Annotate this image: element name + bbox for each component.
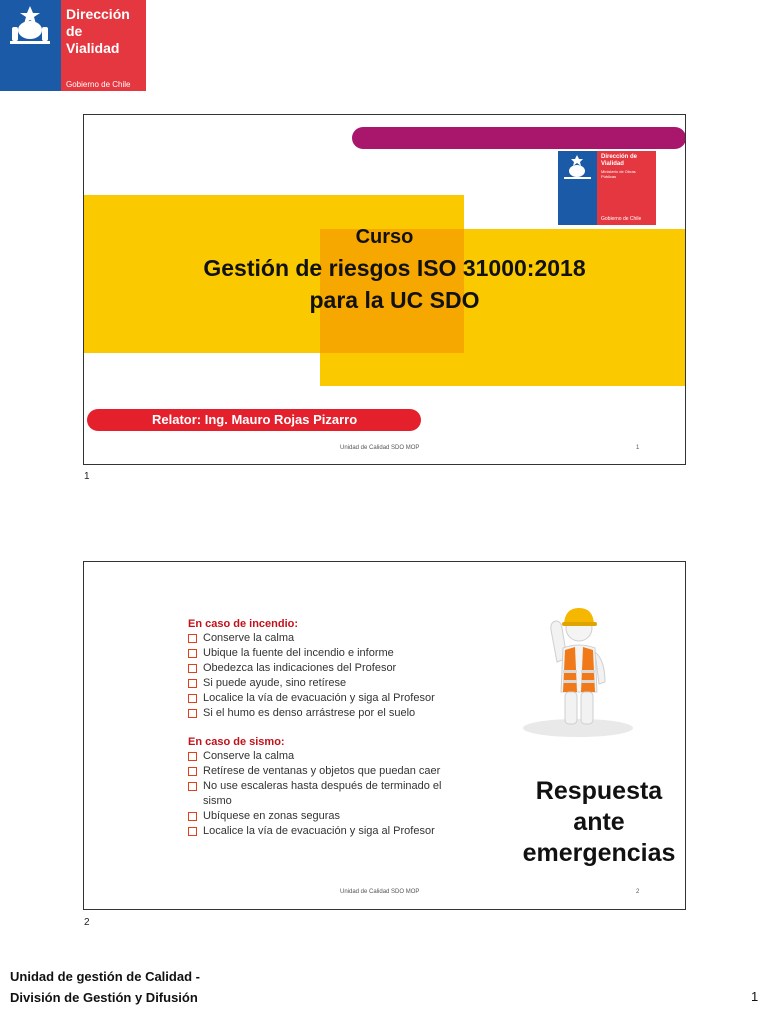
list-item-text: Ubique la fuente del incendio e informe bbox=[203, 647, 394, 659]
logo-subtitle: Gobierno de Chile bbox=[66, 80, 131, 89]
slide-logo-ministry bbox=[601, 169, 636, 179]
logo-blue-panel bbox=[0, 0, 61, 91]
slide-2-title-line1: Respuesta bbox=[535, 777, 663, 805]
slide-logo-title bbox=[601, 154, 637, 168]
safety-worker-icon bbox=[513, 600, 643, 738]
coat-of-arms-icon bbox=[0, 0, 61, 91]
list-item bbox=[188, 631, 488, 646]
slide-2 bbox=[83, 561, 686, 910]
page-number: 1 bbox=[751, 989, 759, 1004]
list-item-text: No use escaleras hasta después de terminado el sismo bbox=[203, 780, 442, 807]
course-title-line1: Gestión de riesgos ISO 31000:2018 bbox=[203, 255, 586, 281]
list-item bbox=[188, 706, 488, 721]
list-item-text: Conserve la calma bbox=[203, 632, 295, 644]
header-logo bbox=[0, 0, 146, 91]
slide-logo-title-line2: Vialidad bbox=[601, 161, 624, 167]
list-item-text: Retírese de ventanas y objetos que puedan caer bbox=[203, 765, 441, 777]
checkbox-bullet-icon bbox=[188, 752, 197, 761]
quake-heading: En caso de sismo: bbox=[188, 736, 285, 748]
checkbox-bullet-icon bbox=[188, 694, 197, 703]
list-item-text: Ubíquese en zonas seguras bbox=[203, 810, 340, 822]
list-item bbox=[188, 646, 488, 661]
list-item-text: Si puede ayude, sino retírese bbox=[203, 677, 347, 689]
list-item-text: Conserve la calma bbox=[203, 750, 295, 762]
checkbox-bullet-icon bbox=[188, 782, 197, 791]
slide-2-title-line2: ante bbox=[573, 808, 625, 836]
logo-title bbox=[66, 6, 146, 57]
coat-of-arms-icon bbox=[558, 151, 597, 191]
slide-footer-number: 1 bbox=[636, 445, 640, 451]
quake-list bbox=[188, 749, 488, 839]
list-item bbox=[188, 749, 488, 764]
slide-footer-text: Unidad de Calidad SDO MOP bbox=[340, 889, 420, 895]
logo-title-line2: Vialidad bbox=[66, 40, 120, 56]
slide-logo-blue bbox=[558, 151, 597, 225]
slide-logo bbox=[558, 151, 656, 225]
slide-2-page-label: 2 bbox=[84, 917, 90, 928]
slide-footer-text: Unidad de Calidad SDO MOP bbox=[340, 445, 420, 451]
list-item-text: Obedezca las indicaciones del Profesor bbox=[203, 662, 397, 674]
page-footer-line1: Unidad de gestión de Calidad - bbox=[10, 969, 200, 984]
page-footer-line2: División de Gestión y Difusión bbox=[10, 990, 198, 1005]
checkbox-bullet-icon bbox=[188, 634, 197, 643]
page-footer bbox=[10, 966, 200, 1008]
list-item bbox=[188, 824, 488, 839]
logo-title-line1: Dirección de bbox=[66, 6, 130, 39]
course-label: Curso bbox=[355, 226, 414, 248]
checkbox-bullet-icon bbox=[188, 679, 197, 688]
magenta-decor-bar bbox=[352, 127, 686, 149]
checkbox-bullet-icon bbox=[188, 649, 197, 658]
list-item bbox=[188, 691, 488, 706]
worker-figure-image bbox=[513, 600, 643, 738]
checkbox-bullet-icon bbox=[188, 812, 197, 821]
list-item-text: Si el humo es denso arrástrese por el suelo bbox=[203, 707, 416, 719]
slide-2-title-line3: emergencias bbox=[522, 839, 676, 867]
slide-1-page-label: 1 bbox=[84, 471, 90, 482]
checkbox-bullet-icon bbox=[188, 827, 197, 836]
slide-2-title bbox=[514, 776, 684, 869]
slide-logo-title-line1: Dirección de bbox=[601, 154, 638, 160]
list-item bbox=[188, 779, 453, 809]
checkbox-bullet-icon bbox=[188, 664, 197, 673]
relator-text: Relator: Ing. Mauro Rojas Pizarro bbox=[152, 412, 358, 427]
list-item bbox=[188, 764, 488, 779]
course-title-line2: para la UC SDO bbox=[309, 287, 480, 313]
fire-heading: En caso de incendio: bbox=[188, 618, 299, 630]
checkbox-bullet-icon bbox=[188, 767, 197, 776]
slide-footer-number: 2 bbox=[636, 889, 640, 895]
list-item-text: Localice la vía de evacuación y siga al Profesor bbox=[203, 692, 435, 704]
list-item-text: Localice la vía de evacuación y siga al Profesor bbox=[203, 825, 435, 837]
slide-1 bbox=[83, 114, 686, 465]
fire-list bbox=[188, 631, 488, 721]
list-item bbox=[188, 676, 488, 691]
slide-logo-gov: Gobierno de Chile bbox=[601, 216, 642, 222]
emergency-instructions bbox=[188, 618, 488, 839]
slide-logo-ministry-line2: Públicas bbox=[601, 174, 617, 179]
list-item bbox=[188, 809, 488, 824]
slide-logo-ministry-line1: Ministerio de Obras bbox=[601, 169, 636, 174]
checkbox-bullet-icon bbox=[188, 709, 197, 718]
list-item bbox=[188, 661, 488, 676]
